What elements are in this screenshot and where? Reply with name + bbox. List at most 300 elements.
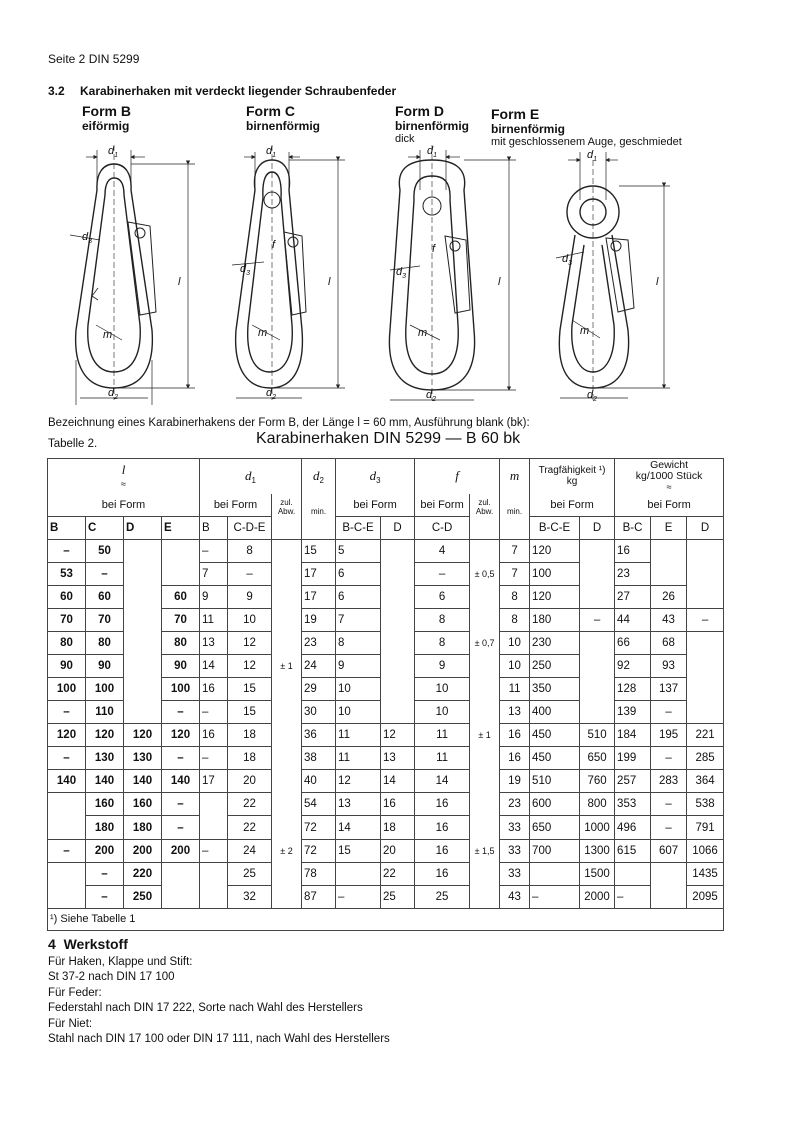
svg-text:d3: $d_3$ [396, 266, 407, 280]
table-cell [470, 701, 500, 724]
table-cell [48, 793, 86, 816]
table-cell: 791 [687, 816, 724, 839]
table-cell: 130 [86, 747, 124, 770]
table-cell: 13 [500, 701, 530, 724]
table-cell: 221 [687, 724, 724, 747]
table-cell [124, 608, 162, 631]
table-cell: 200 [86, 839, 124, 862]
table-cell: – [200, 747, 228, 770]
table-cell: 16 [200, 724, 228, 747]
table-cell: 200 [124, 839, 162, 862]
table-cell: 9 [228, 585, 272, 608]
table-cell: 27 [615, 585, 651, 608]
table-cell: 14 [336, 816, 381, 839]
table-cell: 11 [415, 747, 470, 770]
table-cell [580, 678, 615, 701]
table-cell: 15 [228, 701, 272, 724]
table-cell [580, 539, 615, 562]
table-cell [162, 862, 200, 885]
table-cell: 70 [162, 608, 200, 631]
table-cell: 32 [228, 885, 272, 908]
form-b-shape: eiförmig [82, 119, 130, 133]
table-cell: 364 [687, 770, 724, 793]
svg-text:d2: $d_2$ [587, 389, 598, 403]
table-cell: 6 [415, 585, 470, 608]
table-cell: 36 [302, 724, 336, 747]
table-cell [470, 678, 500, 701]
table-cell [272, 562, 302, 585]
table-cell: – [162, 747, 200, 770]
table-cell: – [48, 539, 86, 562]
svg-text:l: l [178, 276, 181, 288]
table-cell: 2095 [687, 885, 724, 908]
table-cell: – [687, 608, 724, 631]
table-cell: 184 [615, 724, 651, 747]
table-cell [162, 885, 200, 908]
table-cell: – [162, 793, 200, 816]
table-cell: 538 [687, 793, 724, 816]
table-cell: 1066 [687, 839, 724, 862]
table-cell [272, 608, 302, 631]
form-d-name: Form D [395, 103, 444, 119]
table-cell: 6 [336, 562, 381, 585]
table-cell: 120 [86, 724, 124, 747]
table-cell: 200 [162, 839, 200, 862]
table-cell [272, 539, 302, 562]
table-cell: 17 [302, 585, 336, 608]
table-cell: 72 [302, 839, 336, 862]
form-d-shape: birnenförmig [395, 119, 469, 133]
table-cell: 70 [48, 608, 86, 631]
table-cell: 800 [580, 793, 615, 816]
form-b-name: Form B [82, 103, 131, 119]
svg-text:d3: $d_3$ [562, 253, 573, 267]
svg-text:l: l [498, 276, 501, 288]
table-cell: – [651, 816, 687, 839]
table-cell: 140 [124, 770, 162, 793]
table-cell [381, 655, 415, 678]
table-cell: 180 [86, 816, 124, 839]
table-cell: 120 [48, 724, 86, 747]
table-cell: – [615, 885, 651, 908]
table-cell: 5 [336, 539, 381, 562]
table-cell: 2000 [580, 885, 615, 908]
table-cell: 80 [48, 631, 86, 654]
table-cell [272, 770, 302, 793]
table-cell [200, 885, 228, 908]
table-cell [651, 885, 687, 908]
table-cell: 17 [302, 562, 336, 585]
table-cell: 16 [500, 747, 530, 770]
table-cell [687, 655, 724, 678]
table-cell: 10 [500, 631, 530, 654]
table-cell: 33 [500, 862, 530, 885]
table-row [48, 770, 724, 793]
table-cell [162, 562, 200, 585]
table-cell: 70 [86, 608, 124, 631]
table-cell: 600 [530, 793, 580, 816]
table-cell: – [48, 701, 86, 724]
table-caption: Tabelle 2. [48, 438, 98, 450]
dim-d1-b: d [108, 145, 115, 157]
table-cell: 43 [651, 608, 687, 631]
table-cell [651, 539, 687, 562]
werkstoff-number: 4 [48, 936, 56, 952]
table-cell: 14 [415, 770, 470, 793]
table-cell: – [651, 793, 687, 816]
table-cell: 180 [530, 608, 580, 631]
table-cell: 26 [651, 585, 687, 608]
table-row [48, 608, 724, 631]
table-cell: 40 [302, 770, 336, 793]
table-cell: 54 [302, 793, 336, 816]
werkstoff-line-2: St 37-2 nach DIN 17 100 [48, 971, 175, 983]
section-number: 3.2 [48, 84, 65, 98]
table-cell: – [200, 839, 228, 862]
table-row [48, 816, 724, 839]
table-cell: 33 [500, 816, 530, 839]
table-cell: 100 [162, 678, 200, 701]
table-cell [580, 655, 615, 678]
table-cell [470, 539, 500, 562]
table-cell: 128 [615, 678, 651, 701]
table-cell: 16 [381, 793, 415, 816]
table-cell: 130 [124, 747, 162, 770]
table-cell: 15 [302, 539, 336, 562]
table-cell: – [415, 562, 470, 585]
table-cell [162, 539, 200, 562]
form-c-shape: birnenförmig [246, 119, 320, 133]
table-cell: – [580, 608, 615, 631]
table-cell: 16 [415, 793, 470, 816]
table-cell: 6 [336, 585, 381, 608]
werkstoff-line-4: Federstahl nach DIN 17 222, Sorte nach Wahl des Herstellers [48, 1002, 363, 1014]
table-cell: 12 [228, 631, 272, 654]
table-cell: 43 [500, 885, 530, 908]
table-cell [580, 631, 615, 654]
table-cell: 16 [415, 816, 470, 839]
table-cell: – [336, 885, 381, 908]
table-cell: 24 [228, 839, 272, 862]
table-cell [48, 816, 86, 839]
table-cell: ± 1,5 [470, 839, 500, 862]
table-cell: 7 [500, 562, 530, 585]
svg-text:d1: $d_1$ [108, 145, 119, 159]
table-cell: 1435 [687, 862, 724, 885]
table-cell: 25 [381, 885, 415, 908]
table-row [48, 885, 724, 908]
table-cell: 11 [415, 724, 470, 747]
table-cell: – [86, 562, 124, 585]
table-cell: 120 [162, 724, 200, 747]
table-cell: – [530, 885, 580, 908]
table-cell: 7 [336, 608, 381, 631]
table-cell: 72 [302, 816, 336, 839]
table-cell: 16 [415, 862, 470, 885]
table-cell [381, 562, 415, 585]
table-row [48, 678, 724, 701]
table-cell: 18 [381, 816, 415, 839]
table-cell: 14 [381, 770, 415, 793]
svg-text:d2: $d_2$ [266, 387, 277, 401]
svg-text:f: f [272, 239, 276, 251]
svg-text:l: l [328, 276, 331, 288]
table-cell [470, 747, 500, 770]
svg-text:d1: $d_1$ [427, 145, 438, 159]
svg-text:l: l [656, 276, 659, 288]
table-cell: 19 [302, 608, 336, 631]
table-cell: 180 [124, 816, 162, 839]
table-cell: 24 [302, 655, 336, 678]
table-cell [651, 862, 687, 885]
table-cell: 90 [48, 655, 86, 678]
table-cell [272, 793, 302, 816]
table-cell: – [651, 701, 687, 724]
form-c-name: Form C [246, 103, 295, 119]
table-cell: 7 [200, 562, 228, 585]
table-row [48, 793, 724, 816]
table-cell: 11 [336, 747, 381, 770]
table-cell: 1300 [580, 839, 615, 862]
table-cell [200, 816, 228, 839]
table-cell: ± 1 [470, 724, 500, 747]
table-cell [381, 701, 415, 724]
table-cell: – [48, 839, 86, 862]
table-cell: – [162, 816, 200, 839]
table-cell: 44 [615, 608, 651, 631]
table-cell [272, 862, 302, 885]
table-cell [48, 885, 86, 908]
table-cell: 160 [124, 793, 162, 816]
header-row-1: l ≈ $d_1$ $d_2$ $d_3$ f m Tragfähigkeit ¹) kg Gewicht kg/1000 Stück ≈ [48, 459, 724, 494]
table-row [48, 724, 724, 747]
table-cell: 110 [86, 701, 124, 724]
table-cell: 22 [228, 816, 272, 839]
table-cell: 80 [86, 631, 124, 654]
svg-text:d1: $d_1$ [587, 149, 598, 163]
table-cell [124, 631, 162, 654]
table-cell: 38 [302, 747, 336, 770]
table-cell: 140 [162, 770, 200, 793]
svg-text:d3: $d_3$ [240, 263, 251, 277]
table-cell: 650 [530, 816, 580, 839]
table-cell: 8 [500, 608, 530, 631]
table-cell [272, 816, 302, 839]
table-cell: 120 [530, 539, 580, 562]
header-row-3: B C D E B C-D-E B-C-E D C-D B-C-E D B-C E D [48, 516, 724, 539]
table-cell: 137 [651, 678, 687, 701]
table-cell: 160 [86, 793, 124, 816]
form-d-note: dick [395, 133, 415, 145]
table-cell: 15 [336, 839, 381, 862]
table-cell: 23 [302, 631, 336, 654]
table-cell: 10 [415, 701, 470, 724]
table-cell: 12 [336, 770, 381, 793]
table-cell: 12 [381, 724, 415, 747]
table-cell: 230 [530, 631, 580, 654]
table-cell: 80 [162, 631, 200, 654]
table-cell: 33 [500, 839, 530, 862]
table-cell: 60 [86, 585, 124, 608]
table-cell [124, 585, 162, 608]
dimension-table [47, 458, 724, 931]
table-cell: – [48, 747, 86, 770]
table-cell: – [86, 862, 124, 885]
table-cell [687, 539, 724, 562]
svg-text:f: f [432, 243, 436, 255]
table-cell [470, 655, 500, 678]
table-cell: 1000 [580, 816, 615, 839]
footnote-row [48, 908, 724, 930]
table-cell [580, 562, 615, 585]
werkstoff-line-3: Für Feder: [48, 987, 102, 999]
table-cell: 30 [302, 701, 336, 724]
form-b-drawing [70, 145, 195, 405]
table-cell [124, 655, 162, 678]
table-cell: 25 [228, 862, 272, 885]
table-cell: 257 [615, 770, 651, 793]
table-cell [651, 562, 687, 585]
table-cell: 11 [500, 678, 530, 701]
table-cell [272, 678, 302, 701]
table-cell: ± 0,7 [470, 631, 500, 654]
table-cell: 8 [336, 631, 381, 654]
table-cell: ± 1 [272, 655, 302, 678]
table-row [48, 839, 724, 862]
table-cell: 120 [124, 724, 162, 747]
svg-text:m: m [418, 327, 428, 339]
table-row [48, 631, 724, 654]
table-cell: 22 [381, 862, 415, 885]
table-cell: ± 0,5 [470, 562, 500, 585]
table-cell: – [228, 562, 272, 585]
werkstoff-line-1: Für Haken, Klappe und Stift: [48, 956, 193, 968]
table-cell: 615 [615, 839, 651, 862]
werkstoff-title: Werkstoff [63, 936, 128, 952]
form-e-shape: birnenförmig [491, 122, 565, 136]
table-cell: 285 [687, 747, 724, 770]
table-cell [381, 539, 415, 562]
table-cell: 140 [86, 770, 124, 793]
table-cell: 13 [381, 747, 415, 770]
table-cell: 20 [381, 839, 415, 862]
table-cell [470, 885, 500, 908]
table-cell: 650 [580, 747, 615, 770]
table-cell [687, 678, 724, 701]
section-title: Karabinerhaken mit verdeckt liegender Schraubenfeder [80, 84, 397, 98]
table-cell: 120 [530, 585, 580, 608]
svg-text:d3: $d_3$ [82, 231, 93, 245]
table-cell: 100 [530, 562, 580, 585]
table-row [48, 655, 724, 678]
table-cell: 90 [86, 655, 124, 678]
table-cell: ± 2 [272, 839, 302, 862]
table-cell: 9 [415, 655, 470, 678]
table-cell [687, 701, 724, 724]
table-cell: 25 [415, 885, 470, 908]
svg-text:m: m [258, 327, 268, 339]
table-cell: 607 [651, 839, 687, 862]
header-row-2: bei Form bei Form zul. Abw. min. bei Form bei Form zul. Abw. min. bei Form bei Form [48, 494, 724, 517]
table-cell: 760 [580, 770, 615, 793]
table-cell: 7 [500, 539, 530, 562]
table-cell: 10 [228, 608, 272, 631]
table-cell: 11 [336, 724, 381, 747]
table-cell: 8 [415, 631, 470, 654]
table-cell [124, 701, 162, 724]
werkstoff-heading [48, 936, 128, 952]
table-cell: – [200, 701, 228, 724]
table-cell [687, 631, 724, 654]
table-cell: 14 [200, 655, 228, 678]
table-cell: 450 [530, 724, 580, 747]
table-cell [381, 585, 415, 608]
table-cell [272, 724, 302, 747]
table-cell: 199 [615, 747, 651, 770]
table-cell: 700 [530, 839, 580, 862]
table-cell: 250 [530, 655, 580, 678]
table-cell: 100 [48, 678, 86, 701]
table-cell: 93 [651, 655, 687, 678]
table-cell: 18 [228, 724, 272, 747]
form-e-drawing [556, 152, 670, 400]
table-cell [470, 770, 500, 793]
table-cell: 16 [500, 724, 530, 747]
table-cell: 510 [530, 770, 580, 793]
table-cell: 11 [200, 608, 228, 631]
table-cell [200, 862, 228, 885]
table-cell [687, 585, 724, 608]
table-cell: 9 [336, 655, 381, 678]
table-cell: 15 [228, 678, 272, 701]
svg-text:m: m [580, 325, 590, 337]
table-cell: 400 [530, 701, 580, 724]
table-cell: 53 [48, 562, 86, 585]
table-cell [381, 678, 415, 701]
table-cell [381, 608, 415, 631]
table-cell: 90 [162, 655, 200, 678]
table-cell: 66 [615, 631, 651, 654]
table-row [48, 562, 724, 585]
table-row [48, 539, 724, 562]
table-cell: 10 [415, 678, 470, 701]
form-e-name: Form E [491, 106, 540, 122]
designation-text: Bezeichnung eines Karabinerhakens der Form B, der Länge l = 60 mm, Ausführung blank (bk): [48, 417, 530, 429]
table-cell: 139 [615, 701, 651, 724]
table-cell: 68 [651, 631, 687, 654]
table-cell [124, 539, 162, 562]
table-cell: 29 [302, 678, 336, 701]
table-cell: 16 [200, 678, 228, 701]
werkstoff-line-6: Stahl nach DIN 17 100 oder DIN 17 111, nach Wahl des Herstellers [48, 1033, 390, 1045]
table-cell [272, 585, 302, 608]
table-cell [470, 608, 500, 631]
table-cell: 60 [48, 585, 86, 608]
table-cell: 87 [302, 885, 336, 908]
table-cell [336, 862, 381, 885]
table-cell: 510 [580, 724, 615, 747]
table-cell: 23 [615, 562, 651, 585]
table-cell: 4 [415, 539, 470, 562]
table-cell: 353 [615, 793, 651, 816]
table-cell: 16 [615, 539, 651, 562]
table-cell [687, 562, 724, 585]
table-cell: 350 [530, 678, 580, 701]
table-cell [272, 747, 302, 770]
table-cell: 1500 [580, 862, 615, 885]
table-cell [580, 585, 615, 608]
table-cell: 23 [500, 793, 530, 816]
